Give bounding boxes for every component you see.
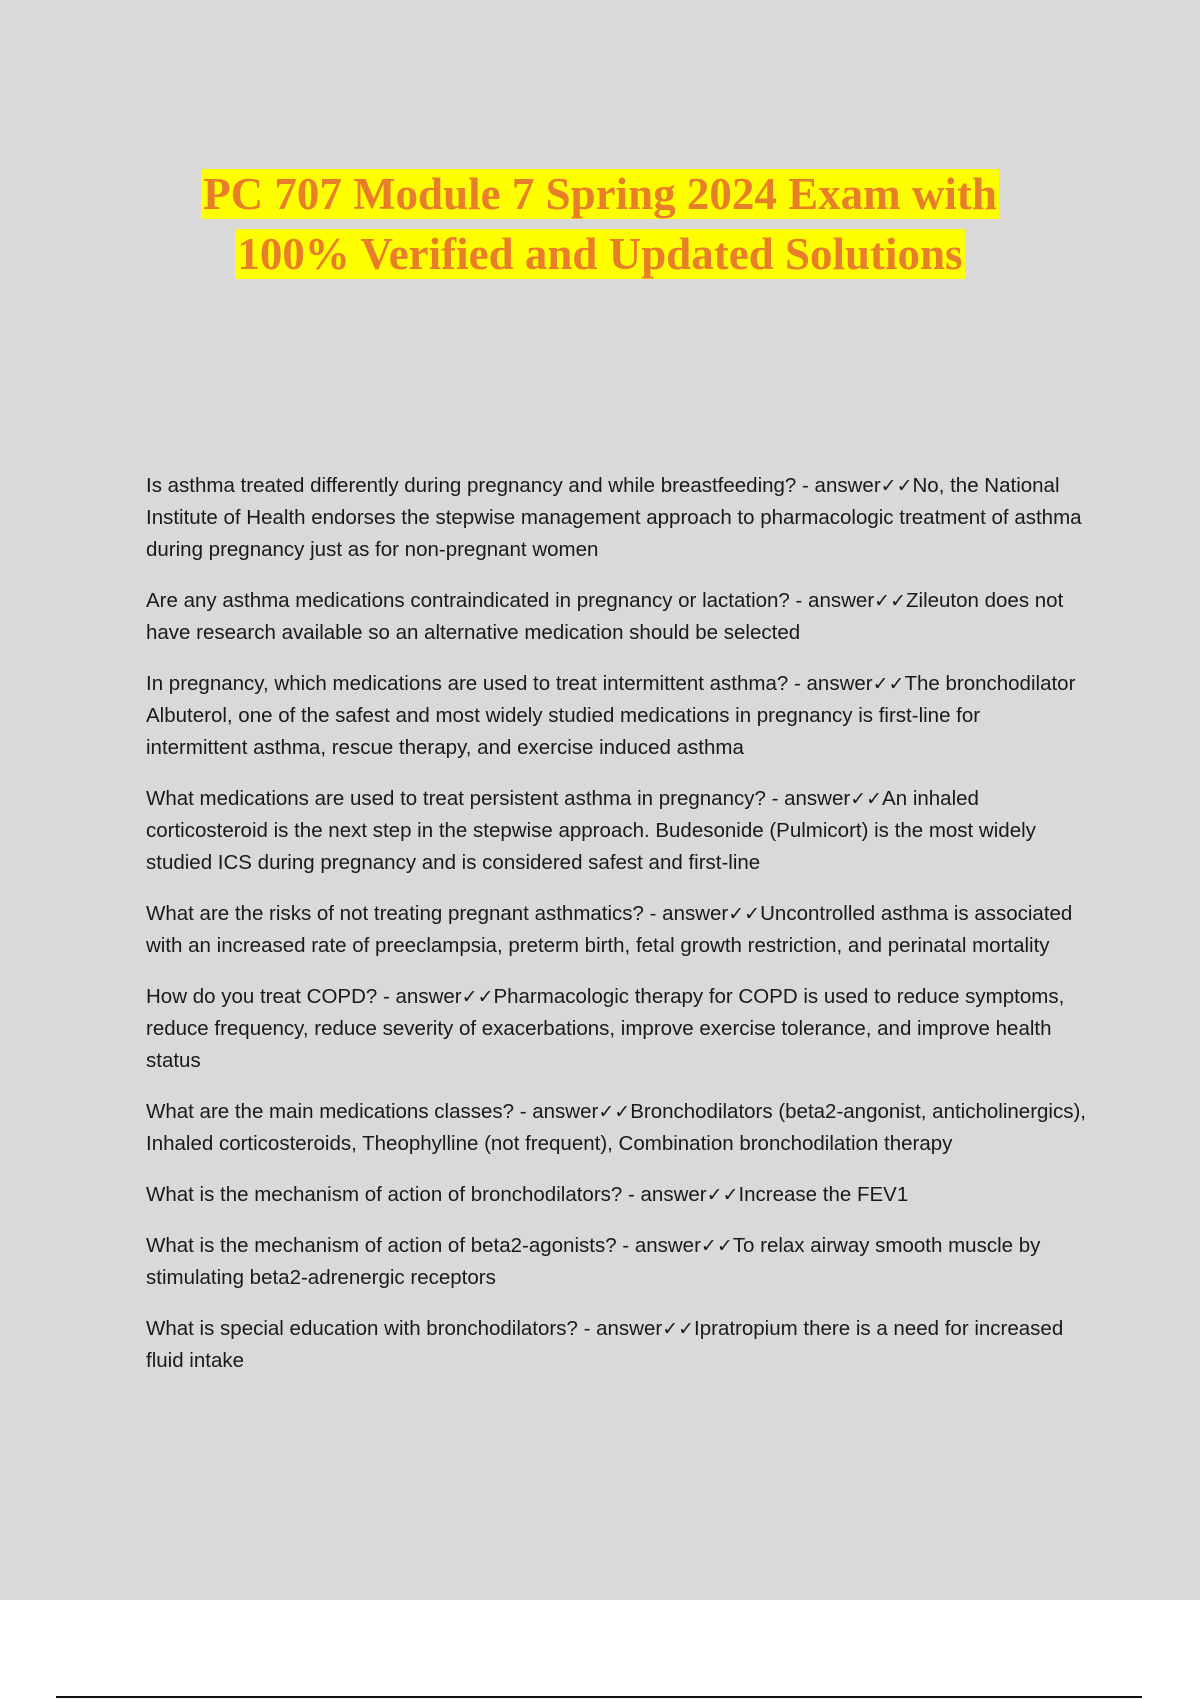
qa-answer: No, the National Institute of Health endorses the stepwise management approach to pharmacologic treatment of asthma during pregnancy just as for non-pregnant women <box>146 474 1082 561</box>
document-title <box>0 164 1200 284</box>
answer-separator: - answer <box>616 1234 701 1257</box>
qa-list <box>146 470 1086 1396</box>
answer-separator: - answer <box>577 1317 663 1340</box>
check-mark-icon: ✓✓ <box>700 1235 733 1257</box>
qa-answer: Zileuton does not have research available so an alternative medication should be selected <box>146 589 1064 644</box>
answer-separator: - answer <box>622 1183 707 1206</box>
qa-answer: Pharmacologic therapy for COPD is used to reduce symptoms, reduce frequency, reduce severity of exacerbations, improve exercise tolerance, and improve health status <box>146 985 1065 1072</box>
page-bottom-margin <box>0 1600 1200 1700</box>
qa-item <box>146 783 1086 879</box>
answer-separator: - answer <box>643 902 729 925</box>
qa-question: What are the main medications classes? <box>146 1100 515 1123</box>
qa-question: What is the mechanism of action of beta2-agonists? <box>146 1234 617 1257</box>
qa-answer: Uncontrolled asthma is associated with an increased rate of preeclampsia, preterm birth, fetal growth restriction, and perinatal mortality <box>146 902 1073 957</box>
qa-question: Is asthma treated differently during pregnancy and while breastfeeding? <box>146 474 797 497</box>
check-mark-icon: ✓✓ <box>598 1101 631 1123</box>
qa-question: What is the mechanism of action of bronchodilators? <box>146 1183 623 1206</box>
qa-item <box>146 1096 1086 1160</box>
title-line-1: PC 707 Module 7 Spring 2024 Exam with <box>203 169 997 219</box>
qa-question: In pregnancy, which medications are used to treat intermittent asthma? <box>146 672 789 695</box>
answer-separator: - answer <box>788 672 873 695</box>
qa-item <box>146 585 1086 649</box>
answer-separator: - answer <box>514 1100 599 1123</box>
qa-item <box>146 668 1086 764</box>
qa-question: What is special education with bronchodilators? <box>146 1317 578 1340</box>
qa-answer: Ipratropium there is a need for increased fluid intake <box>146 1317 1064 1372</box>
check-mark-icon: ✓✓ <box>880 475 913 497</box>
check-mark-icon: ✓✓ <box>850 788 883 810</box>
qa-answer: The bronchodilator Albuterol, one of the safest and most widely studied medications in pregnancy is first-line for intermittent asthma, rescue therapy, and exercise induced asthma <box>146 672 1076 759</box>
check-mark-icon: ✓✓ <box>706 1184 739 1206</box>
answer-separator: - answer <box>796 474 881 497</box>
qa-answer: An inhaled corticosteroid is the next step in the stepwise approach. Budesonide (Pulmicort) is the most widely studied ICS during pregnancy and is considered safest and first-line <box>146 787 1036 874</box>
qa-question: What medications are used to treat persistent asthma in pregnancy? <box>146 787 766 810</box>
qa-question: Are any asthma medications contraindicated in pregnancy or lactation? <box>146 589 790 612</box>
answer-separator: - answer <box>765 787 851 810</box>
footer-divider <box>56 1696 1142 1698</box>
qa-answer: To relax airway smooth muscle by stimulating beta2-adrenergic receptors <box>146 1234 1041 1289</box>
qa-item <box>146 1230 1086 1294</box>
qa-answer: Increase the FEV1 <box>738 1183 909 1206</box>
check-mark-icon: ✓✓ <box>874 590 906 612</box>
qa-question: What are the risks of not treating pregnant asthmatics? <box>146 902 644 925</box>
qa-item <box>146 1179 1086 1211</box>
check-mark-icon: ✓✓ <box>461 986 494 1008</box>
check-mark-icon: ✓✓ <box>662 1318 695 1340</box>
qa-item <box>146 470 1086 566</box>
answer-separator: - answer <box>377 985 462 1008</box>
qa-answer: Bronchodilators (beta2-angonist, anticholinergics), Inhaled corticosteroids, Theophylline (not frequent), Combination bronchodilation therapy <box>146 1100 1086 1155</box>
title-line-2: 100% Verified and Updated Solutions <box>237 229 963 279</box>
qa-item <box>146 1313 1086 1377</box>
qa-question: How do you treat COPD? <box>146 985 378 1008</box>
answer-separator: - answer <box>789 589 875 612</box>
qa-item <box>146 898 1086 962</box>
check-mark-icon: ✓✓ <box>872 673 905 695</box>
qa-item <box>146 981 1086 1077</box>
check-mark-icon: ✓✓ <box>728 903 761 925</box>
